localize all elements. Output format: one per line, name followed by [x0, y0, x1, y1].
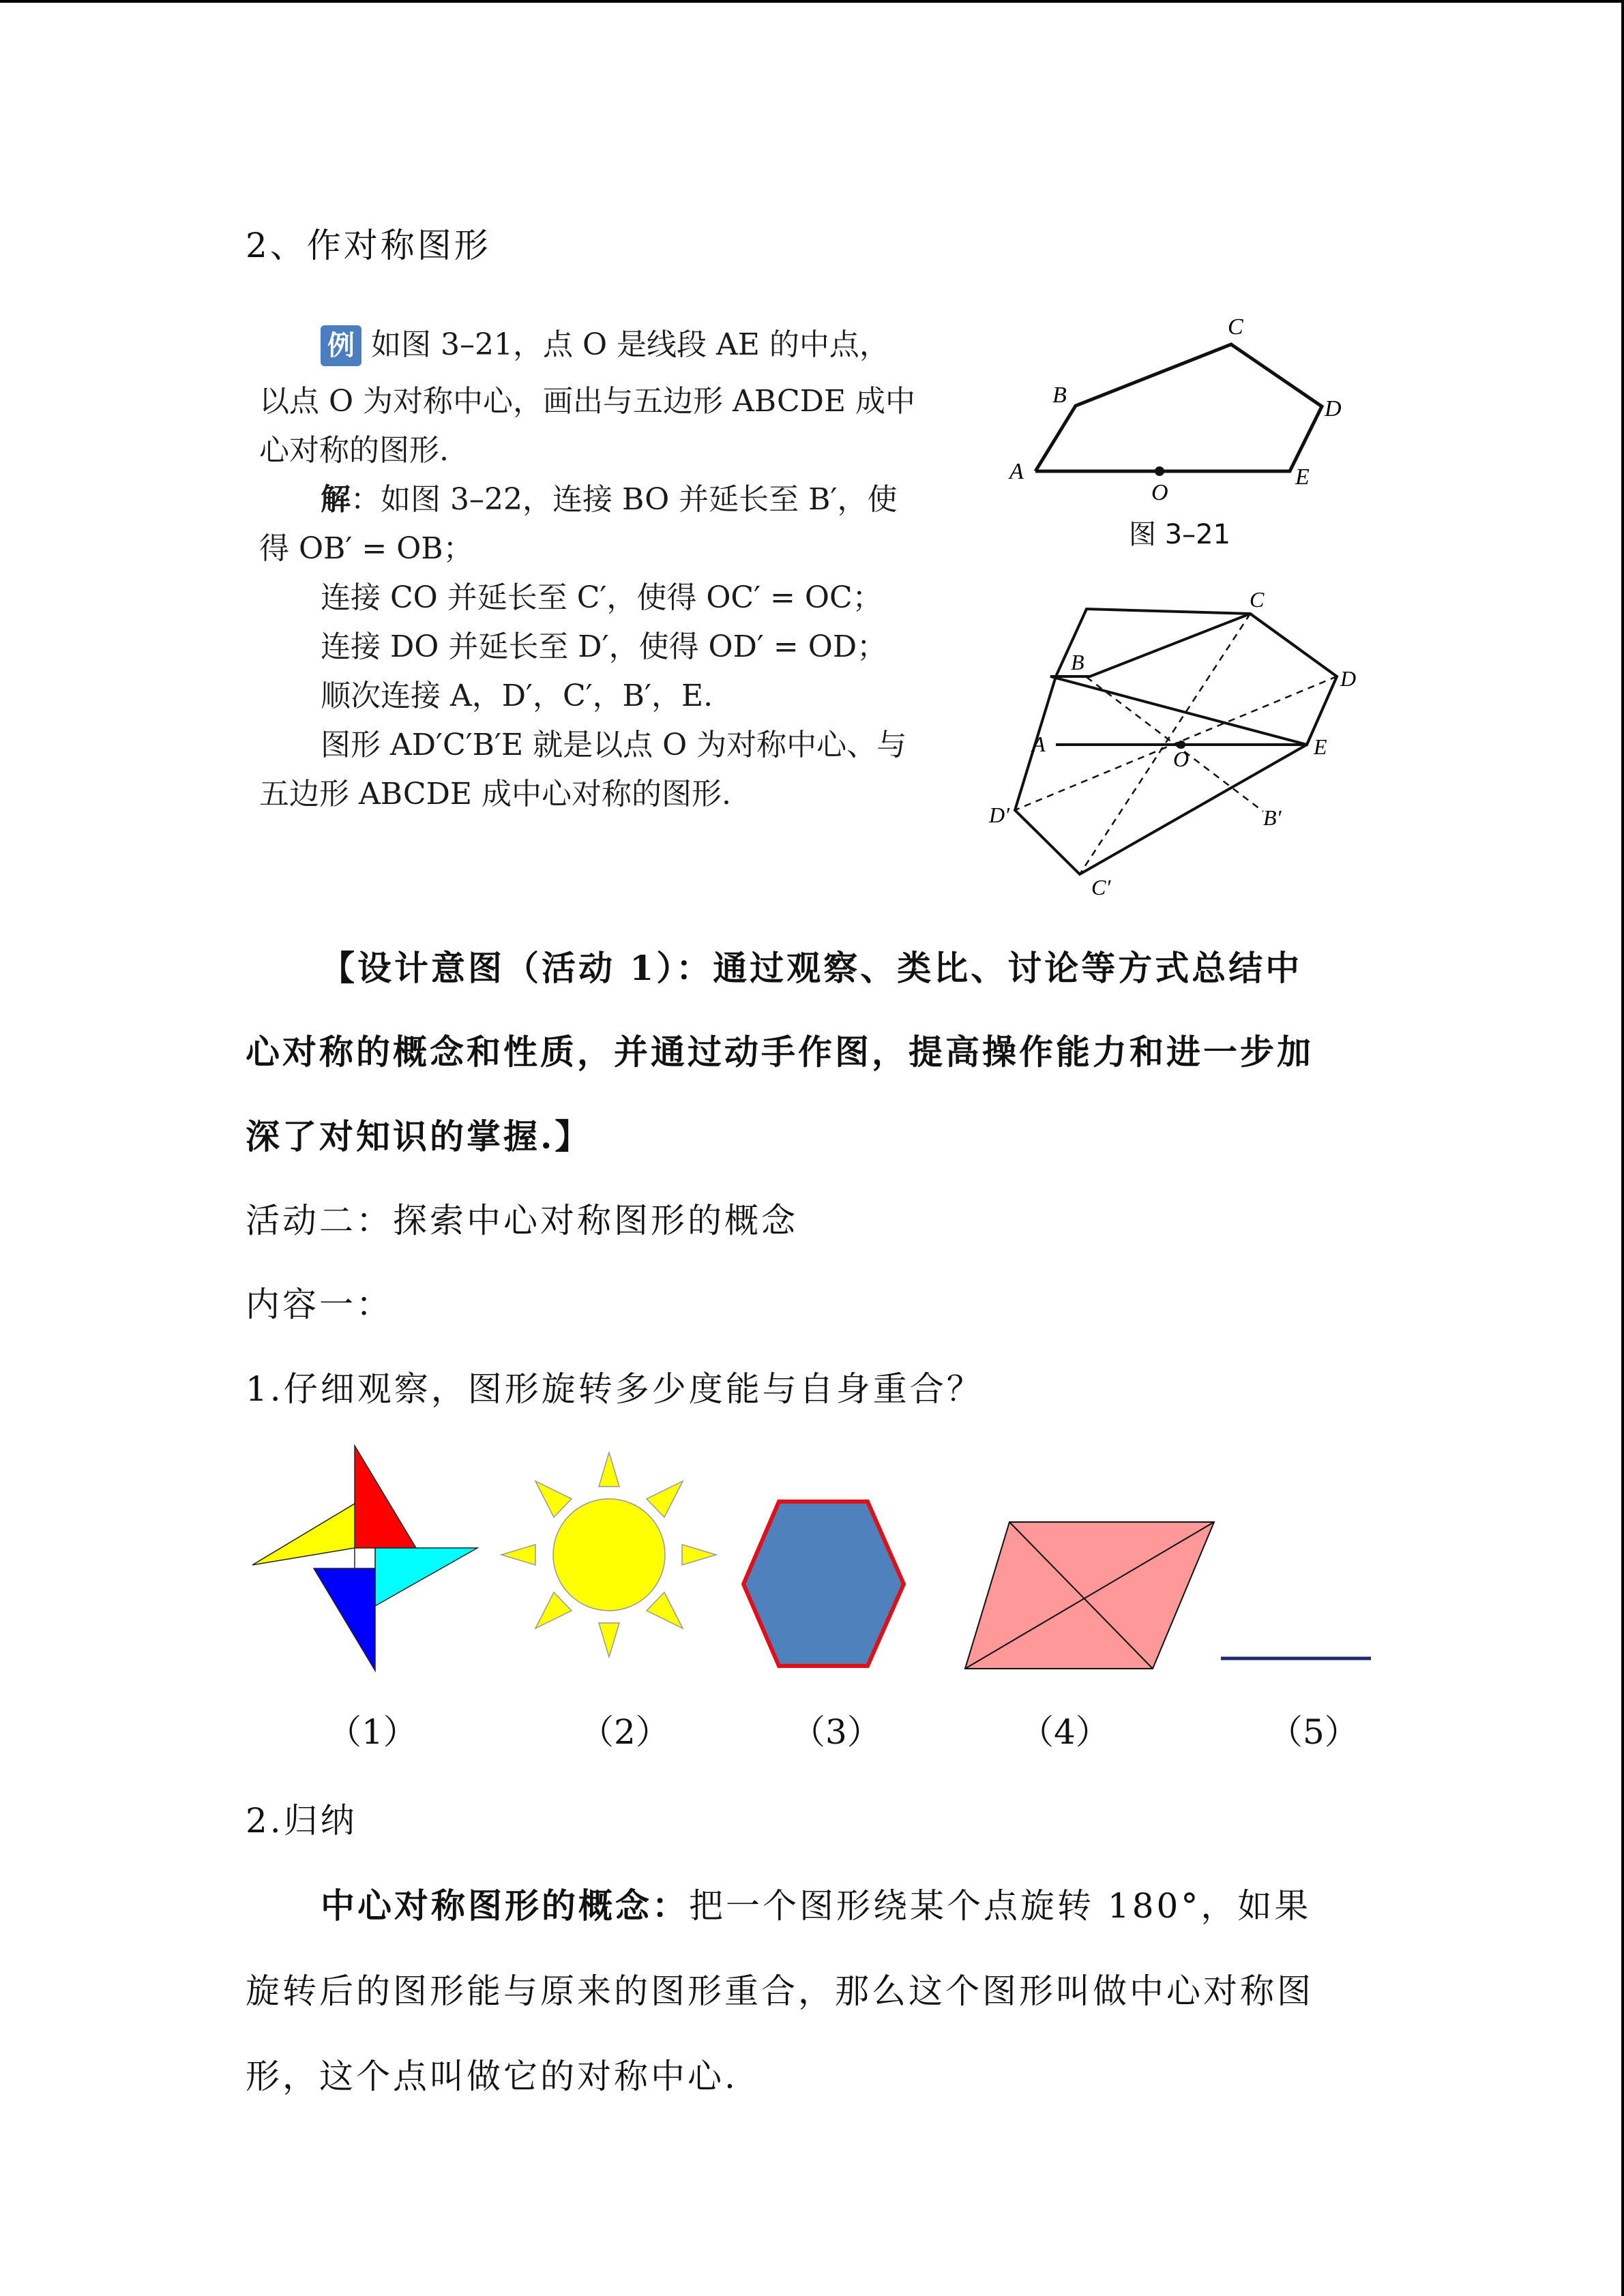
hexagon-figure [743, 1502, 904, 1666]
label-o: O [1151, 480, 1168, 505]
design-intent-line-3: 深了对知识的掌握.】 [246, 1116, 592, 1157]
pentagon-abcde [1050, 614, 1337, 745]
label-o: O [1173, 747, 1190, 771]
solution-line-6: 图形 AD′C′B′E 就是以点 O 为对称中心、与 [321, 728, 907, 762]
solution-line-1: 解：如图 3–22，连接 BO 并延长至 B′，使 [321, 482, 898, 517]
question-1: 1.仔细观察，图形旋转多少度能与自身重合？ [246, 1369, 984, 1409]
label-c: C [1250, 587, 1265, 612]
concept-line-3: 形，这个点叫做它的对称中心. [246, 2057, 738, 2096]
point-o [1155, 466, 1164, 476]
design-intent-line-2: 心对称的概念和性质，并通过动手作图，提高操作能力和进一步加 [246, 1032, 1314, 1072]
pinwheel-figure [252, 1446, 477, 1671]
activity-2-title: 活动二：探索中心对称图形的概念 [246, 1201, 798, 1240]
solution-line-4: 连接 DO 并延长至 D′，使得 OD′ = OD； [321, 629, 887, 664]
shape-figures [246, 1439, 1371, 1678]
label-a: A [1009, 459, 1024, 484]
label-b: B [1052, 383, 1067, 408]
figure-caption-4: （4） [1020, 1712, 1110, 1752]
hexagon-outline [1015, 609, 1337, 874]
label-c: C [1228, 314, 1243, 340]
page-top-border [0, 0, 1624, 3]
solution-line-5: 顺次连接 A，D′，C′，B′，E. [321, 679, 713, 713]
label-c-prime: C′ [1091, 875, 1111, 899]
figure-3-21-caption: 图 3–21 [1129, 519, 1231, 550]
figure-caption-2: （2） [580, 1712, 670, 1752]
label-a: A [1032, 732, 1046, 756]
figure-caption-3: （3） [791, 1712, 881, 1752]
label-d: D [1325, 396, 1342, 421]
page-right-border [1621, 0, 1624, 2296]
concept-line-2: 旋转后的图形能与原来的图形重合，那么这个图形叫做中心对称图 [246, 1971, 1314, 2011]
solution-line-2: 得 OB′ = OB； [259, 531, 473, 566]
concept-term: 中心对称图形的概念： [321, 1885, 689, 1926]
label-d-prime: D′ [989, 803, 1010, 827]
label-d: D [1340, 666, 1357, 691]
figure-caption-5: （5） [1269, 1712, 1359, 1752]
solution-line-3: 连接 CO 并延长至 C′，使得 OC′ = OC； [321, 580, 883, 615]
parallelogram-figure [965, 1522, 1214, 1669]
example-badge: 例 [321, 325, 361, 366]
label-e: E [1295, 464, 1310, 490]
figure-caption-1: （1） [327, 1712, 417, 1752]
section-heading: 2、作对称图形 [246, 226, 491, 265]
example-line-1: 例 如图 3–21，点 O 是线段 AE 的中点， [321, 320, 889, 370]
example-line-3: 心对称的图形. [259, 433, 449, 468]
label-b: B [1071, 650, 1084, 674]
content-1-label: 内容一： [246, 1285, 393, 1324]
induction-label: 2.归纳 [246, 1801, 357, 1840]
figure-3-22 [969, 580, 1391, 907]
example-line-2: 以点 O 为对称中心，画出与五边形 ABCDE 成中 [259, 384, 916, 419]
label-b-prime: B′ [1263, 805, 1282, 830]
solution-line-7: 五边形 ABCDE 成中心对称的图形. [259, 777, 731, 811]
label-e: E [1314, 734, 1327, 759]
sun-figure [501, 1452, 716, 1657]
pentagon-abcde [1035, 344, 1322, 471]
design-intent-line-1: 【设计意图（活动 1）：通过观察、类比、讨论等方式总结中 [321, 948, 1303, 988]
concept-line-1: 中心对称图形的概念：把一个图形绕某个点旋转 180°，如果 [321, 1885, 1312, 1926]
